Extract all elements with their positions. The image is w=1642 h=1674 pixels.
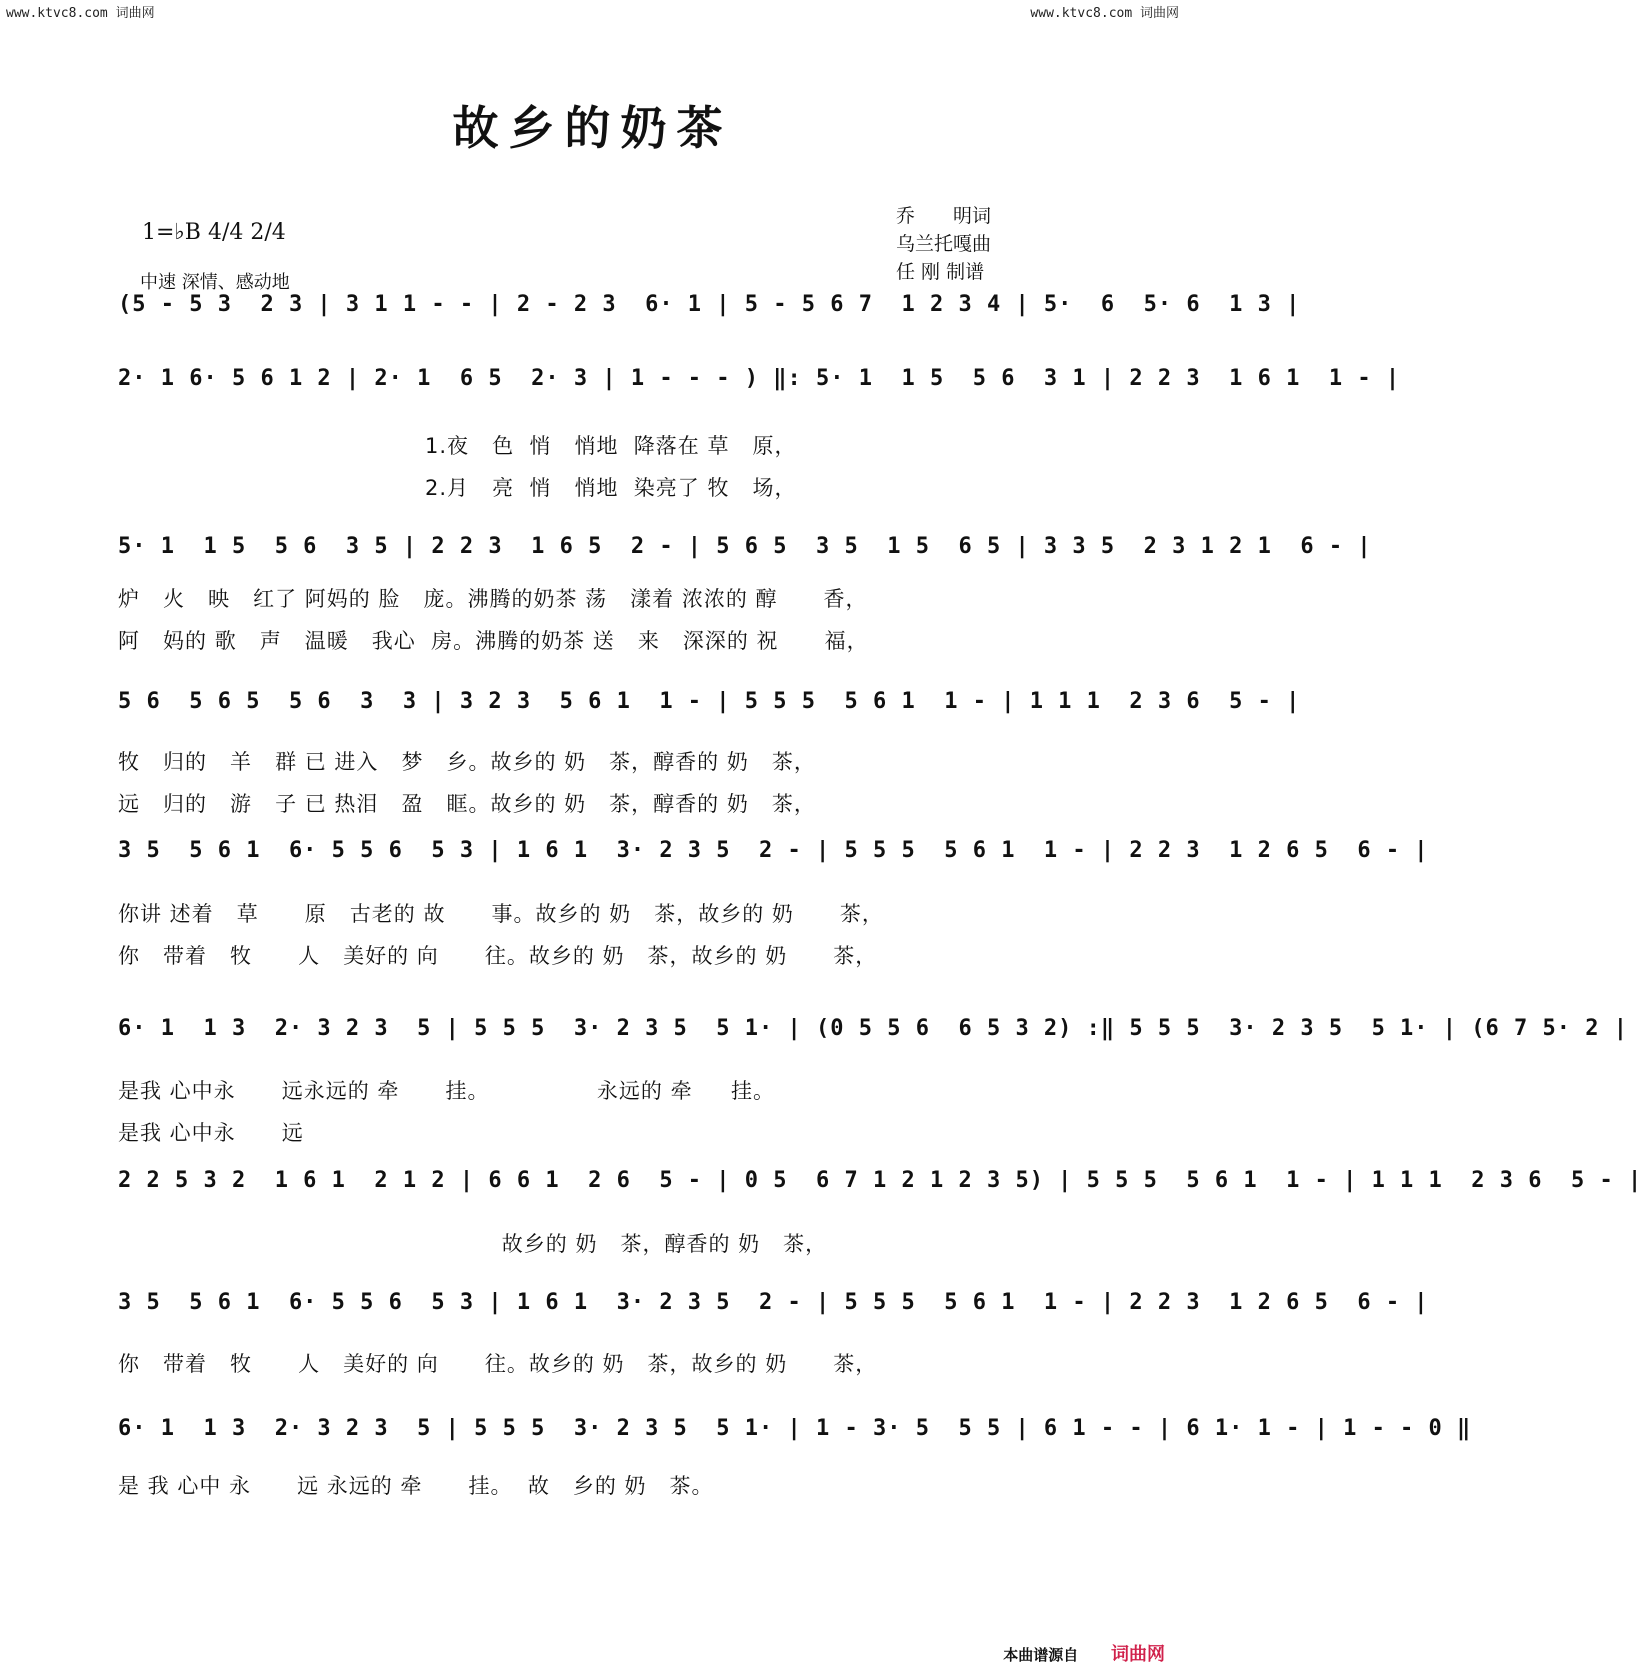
lyric-line: 你 带着 牧 人 美好的 向 往。故乡的 奶 茶，故乡的 奶 茶， (118, 944, 878, 968)
lyric-line: 炉 火 映 红了 阿妈的 脸 庞。沸腾的奶茶 荡 漾着 浓浓的 醇 香， (118, 587, 868, 611)
notation-line-1: (5 - 5 3 2 3 | 3 1 1 - - | 2 - 2 3 6· 1 | 5 - 5 6 7 1 2 3 4 | 5· 6 5· 6 1 3 | (118, 292, 1301, 317)
key-signature: 1=♭B 4/4 2/4 (142, 220, 286, 245)
notation-line-6: 6· 1 1 3 2· 3 2 3 5 | 5 5 5 3· 2 3 5 5 1· | (0 5 5 6 6 5 3 2) :‖ 5 5 5 3· 2 3 5 5 1· | (6 7 5· 2 | (118, 1016, 1628, 1041)
credit-lyricist: 乔 明词 (896, 205, 992, 227)
song-title: 故乡的奶茶 (452, 101, 733, 155)
notation-line-3: 5· 1 1 5 5 6 3 5 | 2 2 3 1 6 5 2 - | 5 6 5 3 5 1 5 6 5 | 3 3 5 2 3 1 2 1 6 - | (118, 534, 1372, 559)
lyric-line: 牧 归的 羊 群 已 进入 梦 乡。故乡的 奶 茶，醇香的 奶 茶， (118, 750, 816, 774)
lyric-line: 你讲 述着 草 原 古老的 故 事。故乡的 奶 茶，故乡的 奶 茶， (118, 902, 884, 926)
notation-line-2: 2· 1 6· 5 6 1 2 | 2· 1 6 5 2· 3 | 1 - - - ) ‖: 5· 1 1 5 5 6 3 1 | 2 2 3 1 6 1 1 - | (118, 366, 1401, 391)
tempo-marking: 中速 深情、感动地 (140, 272, 290, 293)
lyric-line: 远 归的 游 子 已 热泪 盈 眶。故乡的 奶 茶，醇香的 奶 茶， (118, 792, 816, 816)
lyric-line: 是 我 心中 永 远 永远的 牵 挂。 故 乡的 奶 茶。 (118, 1474, 714, 1498)
lyric-line: 阿 妈的 歌 声 温暖 我心 房。沸腾的奶茶 送 来 深深的 祝 福， (118, 629, 869, 653)
credit-transcriber: 任 刚 制谱 (896, 261, 985, 283)
footer-site[interactable]: 词曲网 (1111, 1644, 1165, 1665)
notation-line-7: 2 2 5 3 2 1 6 1 2 1 2 | 6 6 1 2 6 5 - | 0 5 6 7 1 2 1 2 3 5) | 5 5 5 5 6 1 1 - | 1 1 1 2 3 6 5 - | (118, 1168, 1642, 1193)
notation-line-8: 3 5 5 6 1 6· 5 5 6 5 3 | 1 6 1 3· 2 3 5 2 - | 5 5 5 5 6 1 1 - | 2 2 3 1 2 6 5 6 - | (118, 1290, 1429, 1315)
footer-source: 本曲谱源自 (1003, 1646, 1079, 1664)
lyric-line: 你 带着 牧 人 美好的 向 往。故乡的 奶 茶，故乡的 奶 茶， (118, 1352, 878, 1376)
notation-line-4: 5 6 5 6 5 5 6 3 3 | 3 2 3 5 6 1 1 - | 5 5 5 5 6 1 1 - | 1 1 1 2 3 6 5 - | (118, 689, 1301, 714)
lyric-line: 是我 心中永 远永远的 牵 挂。 永远的 牵 挂。 (118, 1079, 775, 1103)
lyric-line: 2.月 亮 悄 悄地 染亮了 牧 场， (118, 476, 797, 500)
watermark-left: www.ktvc8.com 词曲网 (6, 6, 155, 21)
lyric-line: 1.夜 色 悄 悄地 降落在 草 原， (118, 434, 797, 458)
watermark-right: www.ktvc8.com 词曲网 (1030, 6, 1179, 21)
notation-line-5: 3 5 5 6 1 6· 5 5 6 5 3 | 1 6 1 3· 2 3 5 2 - | 5 5 5 5 6 1 1 - | 2 2 3 1 2 6 5 6 - | (118, 838, 1429, 863)
notation-line-9: 6· 1 1 3 2· 3 2 3 5 | 5 5 5 3· 2 3 5 5 1· | 1 - 3· 5 5 5 | 6 1 - - | 6 1· 1 - | 1 - - 0 ‖ (118, 1416, 1472, 1441)
lyric-line: 是我 心中永 远 (118, 1121, 304, 1145)
footer (1003, 1640, 1165, 1666)
credit-composer: 乌兰托嘎曲 (896, 233, 992, 255)
lyric-line: 故乡的 奶 茶，醇香的 奶 茶， (118, 1232, 828, 1256)
